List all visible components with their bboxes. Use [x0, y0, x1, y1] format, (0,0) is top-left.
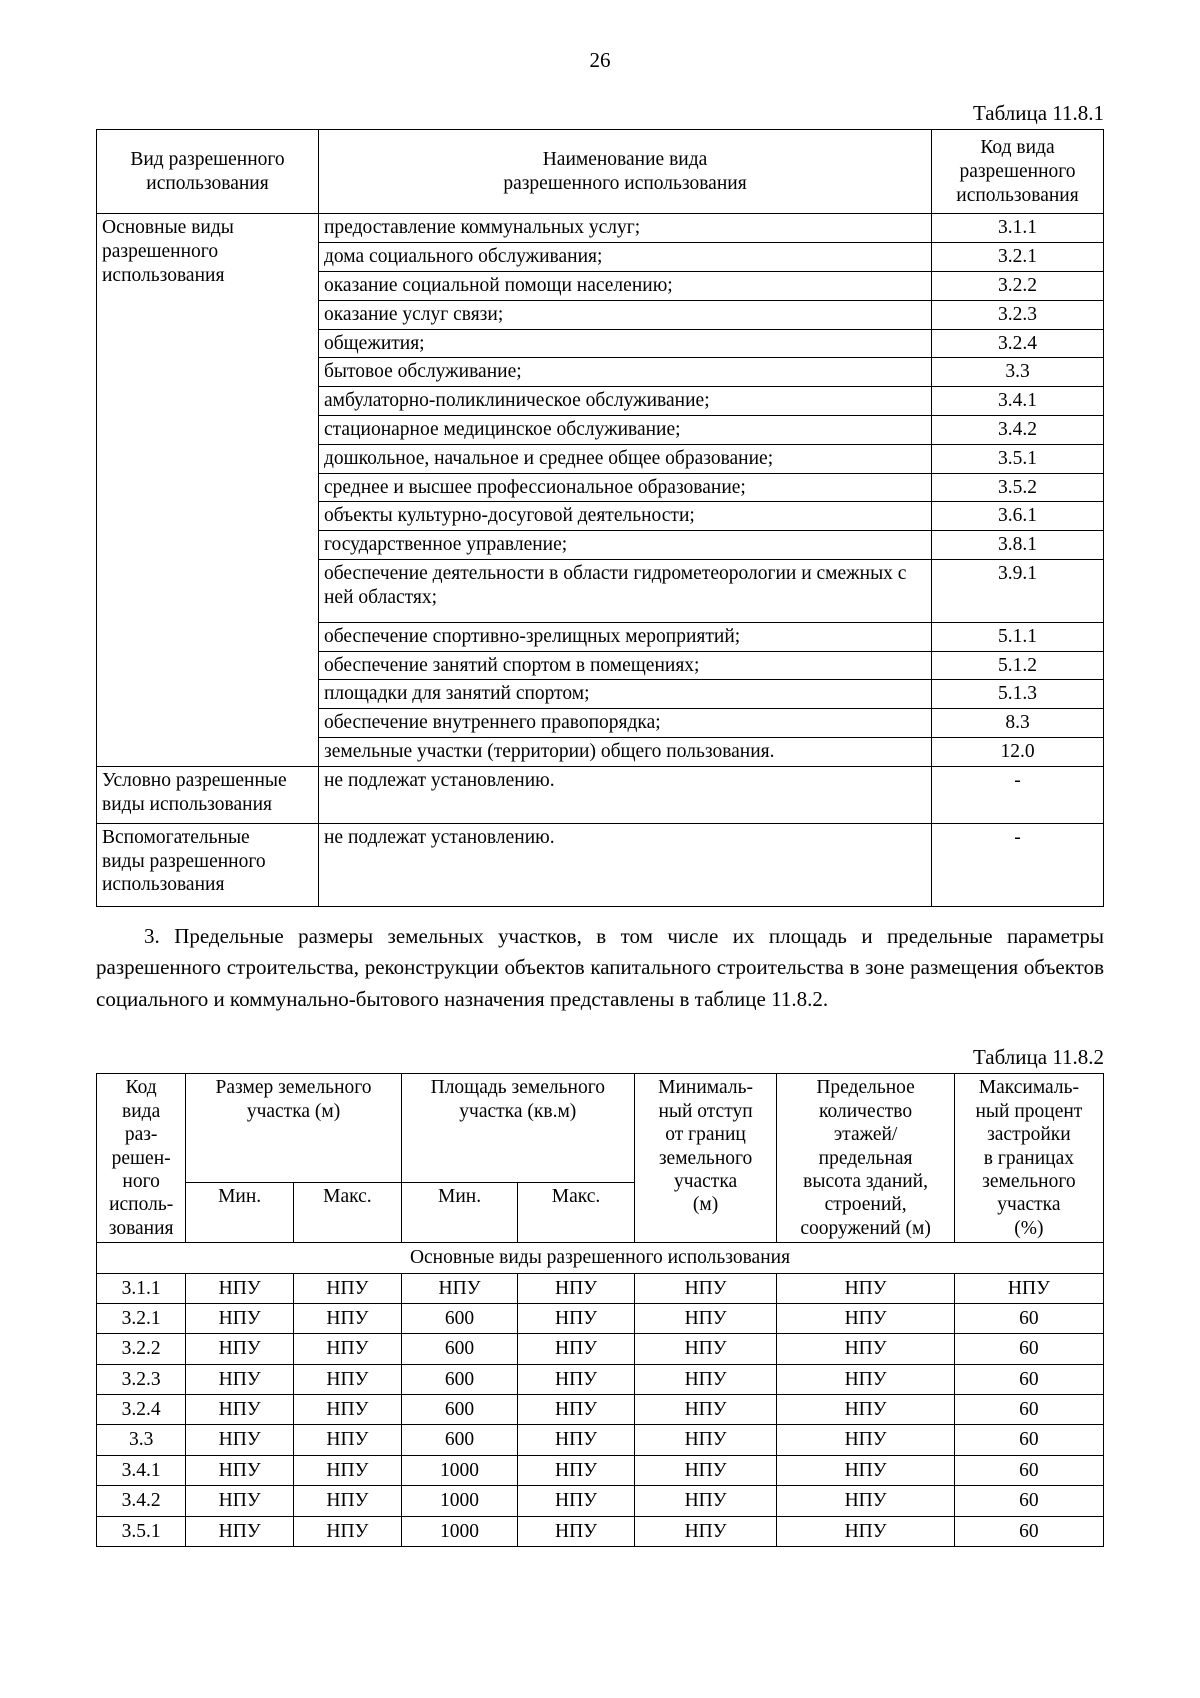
- cell-code: 3.2.4: [97, 1395, 186, 1425]
- header-max-percent-line-3: застройки: [987, 1124, 1071, 1146]
- table-2-header-row-1: [97, 1074, 1104, 1183]
- cell-percent: 60: [954, 1425, 1103, 1455]
- cell-floors: НПУ: [777, 1395, 954, 1425]
- header-code-of-use-line-1: Код: [125, 1077, 157, 1099]
- use-code-cell: 3.9.1: [932, 559, 1104, 622]
- header-code-of-use-line-7: зования: [108, 1217, 174, 1239]
- header-area-max: Макс.: [518, 1183, 634, 1243]
- use-code-cell: 3.4.1: [932, 387, 1104, 416]
- header-max-percent-line-2: ный процент: [975, 1100, 1083, 1122]
- use-kind-cell: [97, 214, 319, 766]
- cell-area-max: НПУ: [518, 1455, 634, 1485]
- cell-percent: 60: [954, 1486, 1103, 1516]
- cell-percent: 60: [954, 1516, 1103, 1546]
- cell-area-min: 1000: [401, 1516, 517, 1546]
- header-code-of-use-line-4: решен-: [111, 1147, 171, 1169]
- header-min-offset: [634, 1074, 777, 1243]
- cell-offset: НПУ: [634, 1395, 777, 1425]
- header-min-offset-line-1: Минималь-: [658, 1077, 753, 1099]
- table-row: [97, 214, 1104, 243]
- table-row: [97, 1273, 1104, 1303]
- use-code-cell: 3.2.4: [932, 329, 1104, 358]
- use-code-cell: 3.2.3: [932, 300, 1104, 329]
- header-code-line3: использования: [956, 184, 1079, 206]
- header-plot-size-line2: участка (м): [246, 1100, 341, 1122]
- table-row: [97, 823, 1104, 906]
- cell-area-max: НПУ: [518, 1486, 634, 1516]
- cell-size-min: НПУ: [186, 1455, 294, 1485]
- table-row: [97, 1516, 1104, 1546]
- use-name-cell: общежития;: [319, 329, 932, 358]
- use-code-cell: 3.8.1: [932, 531, 1104, 560]
- header-kind: [97, 130, 319, 214]
- cell-area-max: НПУ: [518, 1364, 634, 1394]
- use-kind-line-1: Основные виды: [102, 217, 234, 239]
- cell-size-min: НПУ: [186, 1395, 294, 1425]
- header-max-percent-line-6: участка: [997, 1194, 1061, 1216]
- cell-percent: 60: [954, 1395, 1103, 1425]
- cell-size-max: НПУ: [294, 1486, 402, 1516]
- use-name-cell: бытовое обслуживание;: [319, 358, 932, 387]
- paragraph-3: 3. Предельные размеры земельных участков, в том числе их площадь и предельные параметры разрешенного строительства, реконструкции объектов капитального строительства в зоне размещения объектов социального и коммунально-бытового назначения представлены в таблице 11.8.2.: [96, 923, 1104, 1011]
- header-code-of-use-line-3: раз-: [124, 1124, 158, 1146]
- cell-area-max: НПУ: [518, 1303, 634, 1333]
- header-code-line2: разрешенного: [959, 160, 1076, 182]
- header-code-of-use-line-2: вида: [122, 1100, 161, 1122]
- header-code-of-use-line-5: ного: [122, 1170, 160, 1192]
- header-kind-line2: использования: [146, 172, 269, 194]
- cell-floors: НПУ: [777, 1516, 954, 1546]
- use-code-cell: 5.1.1: [932, 622, 1104, 651]
- use-kind-line-2: виды использования: [102, 793, 272, 815]
- use-name-cell: дома социального обслуживания;: [319, 243, 932, 272]
- use-name-cell: обеспечение деятельности в области гидрометеорологии и смежных с ней областях;: [319, 559, 932, 622]
- table-row: [97, 1455, 1104, 1485]
- header-plot-area-line1: Площадь земельного: [430, 1077, 605, 1099]
- cell-size-max: НПУ: [294, 1303, 402, 1333]
- use-code-cell: 5.1.3: [932, 680, 1104, 709]
- table-row: [97, 1395, 1104, 1425]
- cell-offset: НПУ: [634, 1334, 777, 1364]
- use-name-cell: обеспечение спортивно-зрелищных мероприятий;: [319, 622, 932, 651]
- table-row: [97, 1486, 1104, 1516]
- header-max-floors-line-1: Предельное: [816, 1077, 915, 1099]
- use-code-cell: 3.2.2: [932, 272, 1104, 301]
- limits-table: [96, 1073, 1104, 1547]
- table-row: [97, 1303, 1104, 1333]
- use-code-cell: 3.1.1: [932, 214, 1104, 243]
- table-row: [97, 1334, 1104, 1364]
- use-name-cell: государственное управление;: [319, 531, 932, 560]
- cell-area-min: НПУ: [401, 1273, 517, 1303]
- cell-percent: 60: [954, 1303, 1103, 1333]
- cell-size-min: НПУ: [186, 1303, 294, 1333]
- table-2-section-row: [97, 1243, 1104, 1273]
- use-name-cell: амбулаторно-поликлиническое обслуживание;: [319, 387, 932, 416]
- header-min-offset-line-2: ный отступ: [658, 1100, 753, 1122]
- cell-floors: НПУ: [777, 1364, 954, 1394]
- header-name-line1: Наименование вида: [542, 149, 708, 171]
- cell-floors: НПУ: [777, 1486, 954, 1516]
- use-name-cell: не подлежат установлению.: [319, 823, 932, 906]
- use-code-cell: 3.5.1: [932, 444, 1104, 473]
- use-code-cell: 12.0: [932, 737, 1104, 766]
- table-2-head: [97, 1074, 1104, 1243]
- page-number: 26: [589, 48, 611, 72]
- header-size-min: Мин.: [186, 1183, 294, 1243]
- header-plot-area: [401, 1074, 634, 1183]
- table-row: [97, 1364, 1104, 1394]
- cell-size-max: НПУ: [294, 1364, 402, 1394]
- cell-offset: НПУ: [634, 1273, 777, 1303]
- cell-area-max: НПУ: [518, 1395, 634, 1425]
- cell-code: 3.4.1: [97, 1455, 186, 1485]
- cell-code: 3.5.1: [97, 1516, 186, 1546]
- use-code-cell: 3.4.2: [932, 415, 1104, 444]
- cell-size-min: НПУ: [186, 1364, 294, 1394]
- use-name-cell: земельные участки (территории) общего пользования.: [319, 737, 932, 766]
- header-max-percent-line-7: (%): [1014, 1217, 1044, 1239]
- cell-code: 3.3: [97, 1425, 186, 1455]
- cell-size-max: НПУ: [294, 1334, 402, 1364]
- table-2-body: [97, 1243, 1104, 1547]
- header-min-offset-line-4: земельного: [658, 1147, 753, 1169]
- use-kind-line-3: использования: [102, 265, 225, 287]
- use-name-cell: не подлежат установлению.: [319, 766, 932, 823]
- cell-size-max: НПУ: [294, 1516, 402, 1546]
- use-code-cell: -: [932, 823, 1104, 906]
- table-1-body: [97, 214, 1104, 906]
- cell-offset: НПУ: [634, 1303, 777, 1333]
- use-code-cell: 3.2.1: [932, 243, 1104, 272]
- cell-area-min: 1000: [401, 1486, 517, 1516]
- header-code-of-use-line-6: исполь-: [109, 1194, 174, 1216]
- use-name-cell: предоставление коммунальных услуг;: [319, 214, 932, 243]
- cell-floors: НПУ: [777, 1303, 954, 1333]
- header-max-percent-line-1: Максималь-: [978, 1077, 1080, 1099]
- use-kind-line-1: Вспомогательные: [102, 826, 250, 848]
- cell-area-max: НПУ: [518, 1334, 634, 1364]
- use-code-cell: 5.1.2: [932, 651, 1104, 680]
- header-size-max: Макс.: [294, 1183, 402, 1243]
- cell-floors: НПУ: [777, 1334, 954, 1364]
- cell-area-max: НПУ: [518, 1516, 634, 1546]
- cell-area-min: 600: [401, 1395, 517, 1425]
- table-row: [97, 1425, 1104, 1455]
- cell-offset: НПУ: [634, 1455, 777, 1485]
- table-1-header-row: [97, 130, 1104, 214]
- table-1-head: [97, 130, 1104, 214]
- use-code-cell: 3.3: [932, 358, 1104, 387]
- header-area-min: Мин.: [401, 1183, 517, 1243]
- use-name-cell: обеспечение внутреннего правопорядка;: [319, 709, 932, 738]
- header-max-floors-line-6: строений,: [824, 1194, 907, 1216]
- use-name-cell: оказание социальной помощи населению;: [319, 272, 932, 301]
- cell-floors: НПУ: [777, 1425, 954, 1455]
- table-1-caption: Таблица 11.8.1: [972, 101, 1104, 125]
- cell-area-max: НПУ: [518, 1273, 634, 1303]
- header-max-floors: [777, 1074, 954, 1243]
- header-max-floors-line-2: количество: [819, 1100, 913, 1122]
- cell-size-max: НПУ: [294, 1395, 402, 1425]
- header-kind-line1: Вид разрешенного: [130, 149, 285, 171]
- cell-size-max: НПУ: [294, 1455, 402, 1485]
- use-kind-line-2: разрешенного: [102, 241, 219, 263]
- cell-percent: 60: [954, 1364, 1103, 1394]
- use-kind-cell: [97, 766, 319, 823]
- use-name-cell: дошкольное, начальное и среднее общее образование;: [319, 444, 932, 473]
- header-plot-size: [186, 1074, 402, 1183]
- cell-size-max: НПУ: [294, 1425, 402, 1455]
- cell-area-min: 600: [401, 1334, 517, 1364]
- cell-percent: 60: [954, 1334, 1103, 1364]
- cell-offset: НПУ: [634, 1516, 777, 1546]
- table-2-caption: Таблица 11.8.2: [972, 1045, 1104, 1070]
- cell-size-min: НПУ: [186, 1425, 294, 1455]
- header-code-of-use: [97, 1074, 186, 1243]
- cell-percent: 60: [954, 1455, 1103, 1485]
- cell-area-min: 600: [401, 1364, 517, 1394]
- use-code-cell: 8.3: [932, 709, 1104, 738]
- use-kind-line-2: виды разрешенного: [102, 850, 266, 872]
- cell-code: 3.4.2: [97, 1486, 186, 1516]
- header-plot-area-line2: участка (кв.м): [459, 1100, 577, 1122]
- use-kind-line-3: использования: [102, 874, 225, 896]
- header-max-floors-line-7: сооружений (м): [800, 1217, 931, 1239]
- cell-floors: НПУ: [777, 1455, 954, 1485]
- cell-area-max: НПУ: [518, 1425, 634, 1455]
- header-max-percent: [954, 1074, 1103, 1243]
- cell-area-min: 600: [401, 1303, 517, 1333]
- header-min-offset-line-5: участка: [673, 1170, 738, 1192]
- cell-size-min: НПУ: [186, 1516, 294, 1546]
- use-code-cell: -: [932, 766, 1104, 823]
- table-2-section-title: Основные виды разрешенного использования: [97, 1243, 1104, 1273]
- use-name-cell: объекты культурно-досуговой деятельности;: [319, 502, 932, 531]
- use-code-cell: 3.5.2: [932, 473, 1104, 502]
- cell-code: 3.1.1: [97, 1273, 186, 1303]
- use-code-cell: 3.6.1: [932, 502, 1104, 531]
- use-name-cell: среднее и высшее профессиональное образование;: [319, 473, 932, 502]
- cell-offset: НПУ: [634, 1364, 777, 1394]
- header-max-floors-line-3: этажей/: [833, 1124, 898, 1146]
- use-name-cell: оказание услуг связи;: [319, 300, 932, 329]
- cell-size-max: НПУ: [294, 1273, 402, 1303]
- header-name-line2: разрешенного использования: [503, 172, 747, 194]
- cell-area-min: 600: [401, 1425, 517, 1455]
- use-name-cell: обеспечение занятий спортом в помещениях;: [319, 651, 932, 680]
- cell-offset: НПУ: [634, 1425, 777, 1455]
- cell-offset: НПУ: [634, 1486, 777, 1516]
- use-kind-cell: [97, 823, 319, 906]
- cell-area-min: 1000: [401, 1455, 517, 1485]
- header-name: [319, 130, 932, 214]
- cell-size-min: НПУ: [186, 1273, 294, 1303]
- table-row: [97, 766, 1104, 823]
- header-max-percent-line-4: в границах: [983, 1147, 1074, 1169]
- header-max-percent-line-5: земельного: [982, 1170, 1076, 1192]
- use-kind-line-1: Условно разрешенные: [102, 769, 287, 791]
- cell-floors: НПУ: [777, 1273, 954, 1303]
- header-min-offset-line-6: (м): [692, 1194, 719, 1216]
- permitted-use-table: [96, 129, 1104, 907]
- cell-code: 3.2.2: [97, 1334, 186, 1364]
- cell-percent: НПУ: [954, 1273, 1103, 1303]
- header-code-line1: Код вида: [980, 137, 1055, 159]
- header-max-floors-line-5: высота зданий,: [803, 1170, 928, 1192]
- cell-code: 3.2.3: [97, 1364, 186, 1394]
- header-max-floors-line-4: предельная: [818, 1147, 913, 1169]
- cell-size-min: НПУ: [186, 1486, 294, 1516]
- use-name-cell: площадки для занятий спортом;: [319, 680, 932, 709]
- header-code: [932, 130, 1104, 214]
- cell-code: 3.2.1: [97, 1303, 186, 1333]
- header-min-offset-line-3: от границ: [665, 1124, 746, 1146]
- cell-size-min: НПУ: [186, 1334, 294, 1364]
- header-plot-size-line1: Размер земельного: [215, 1077, 372, 1099]
- use-name-cell: стационарное медицинское обслуживание;: [319, 415, 932, 444]
